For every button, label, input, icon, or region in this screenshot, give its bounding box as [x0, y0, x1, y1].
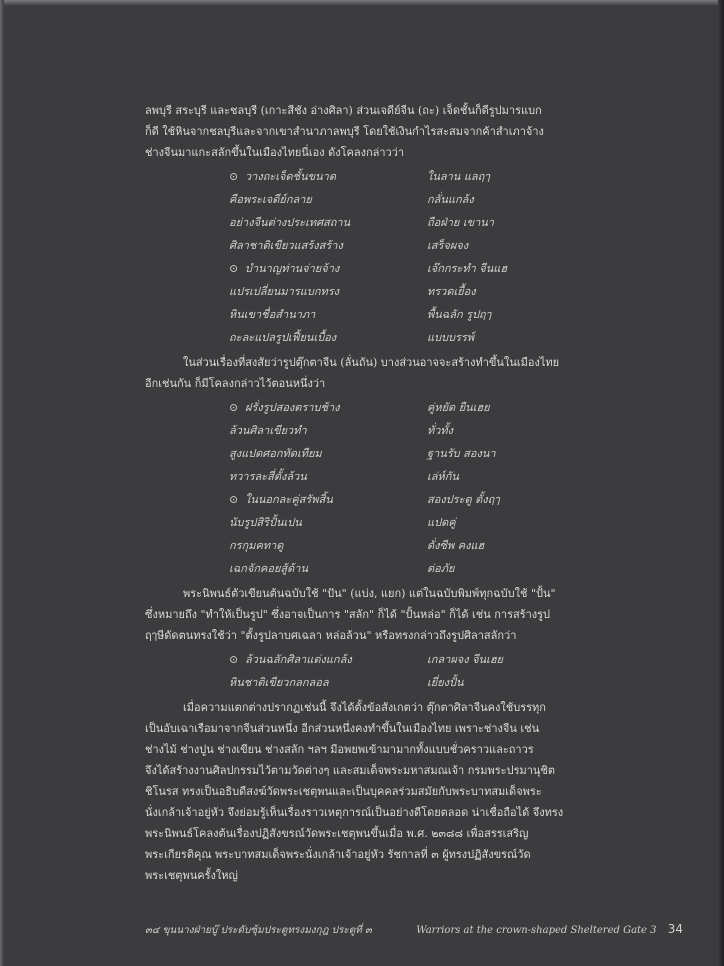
verse-row [145, 302, 575, 325]
verse-row [145, 487, 575, 510]
paragraph-line: พระนิพนธ์โคลงต้นเรื่องปฏิสังขรณ์วัดพระเชตุพนขึ้นเมื่อ พ.ศ. ๒๓๘๘ เพื่อสรรเสริญ [145, 827, 529, 840]
verse-left: ล้วนศิลาเขียวทำ [229, 423, 307, 437]
verse-row [145, 670, 575, 693]
verse-right: สองประตู ตั้งฤๅ [427, 492, 500, 506]
paragraph-line: ฤๅษีดัดตนทรงใช้ว่า "ตั้งรูปลาบศเฉลา หล่อล้วน" หรือทรงกล่าวถึงรูปศิลาสลักว่า [145, 629, 517, 642]
paragraph-line: นั่งเกล้าเจ้าอยู่หัว จึงย่อมรู้เห็นเรื่องราวเหตุการณ์เป็นอย่างดีโดยตลอด น่าเชื่อถือได้ จึงทรง [145, 806, 564, 819]
verse-row [145, 187, 575, 210]
footer-english-caption: Warriors at the crown-shaped Sheltered Gate 3 [416, 925, 657, 936]
verse-row [145, 164, 575, 187]
page-top-edge [0, 0, 724, 6]
verse-right: ในลาน แลฤๅ [427, 169, 490, 183]
verse-block-3 [145, 647, 575, 693]
verse-row [145, 325, 575, 348]
verse-left: สูงแปดศอกทัดเทียม [229, 446, 322, 460]
verse-right: กลั่นแกล้ง [427, 192, 474, 206]
verse-row [145, 441, 575, 464]
verse-row [145, 418, 575, 441]
verse-block-1 [145, 164, 575, 348]
page-right-edge [718, 0, 724, 966]
verse-row [145, 279, 575, 302]
verse-right: แบบบรรพ์ [427, 330, 475, 344]
verse-left: หินเขาชื่อสำนาภา [229, 307, 316, 321]
paragraph-line: ช่างไม้ ช่างปูน ช่างเขียน ช่างสลัก ฯลฯ มีอพยพเข้ามามากทั้งแบบชั่วคราวและถาวร [145, 743, 534, 756]
verse-right: เล่ห์กัน [427, 469, 459, 483]
paragraph-2 [145, 352, 575, 394]
page-number: 34 [667, 922, 683, 936]
bullet-icon: ⊙ [229, 261, 239, 275]
verse-left: บำนาญท่านจ่ายจ้าง [245, 261, 340, 275]
verse-left: กรกุมคทาดู [229, 538, 284, 552]
verse-left: ล้วนฉลักศิลาแต่งแกล้ง [245, 652, 352, 666]
paragraph-line: อีกเช่นกัน ก็มีโคลงกล่าวไว้ตอนหนึ่งว่า [145, 377, 326, 390]
paragraph-line: ลพบุรี สระบุรี และชลบุรี (เกาะสีชัง อ่างศิลา) ส่วนเจดีย์จีน (ถะ) เจ็ดชั้นก็ดีรูปมารแบก [145, 104, 542, 117]
verse-right: ดั่งซีพ คงแฮ [427, 538, 485, 552]
paragraph-line: พระเกียรติคุณ พระบาทสมเด็จพระนั่งเกล้าเจ้าอยู่หัว รัชกาลที่ ๓ ผู้ทรงปฏิสังขรณ์วัด [145, 848, 531, 861]
verse-row [145, 647, 575, 670]
paragraph-line: เมื่อความแตกต่างปรากฏเช่นนี้ จึงได้ตั้งข้อสังเกตว่า ตุ๊กตาศิลาจีนคงใช้บรรทุก [183, 701, 546, 714]
verse-row [145, 510, 575, 533]
verse-left: นับรูปสิริปั้นเปน [229, 515, 302, 529]
verse-row [145, 464, 575, 487]
verse-left: ศิลาชาติเขียวแสร้งสร้าง [229, 238, 343, 252]
verse-right: ต่อภัย [427, 561, 455, 575]
page-footer [145, 922, 683, 938]
verse-left: คือพระเจดีย์กลาย [229, 192, 312, 206]
verse-right: คู่หยัด ยืนเฮย [427, 400, 490, 414]
verse-right: เยี่ยงปั้น [427, 675, 464, 689]
verse-row [145, 210, 575, 233]
verse-left: แปรเปลี่ยนมารแบกทรง [229, 284, 340, 298]
paragraph-3 [145, 583, 575, 646]
verse-row [145, 233, 575, 256]
verse-row [145, 533, 575, 556]
verse-block-2 [145, 395, 575, 579]
verse-left: วางถะเจ็ดชั้นขนาด [245, 169, 336, 183]
paragraph-line: ซึ่งหมายถึง "ทำให้เป็นรูป" ซึ่งอาจเป็นการ "สลัก" ก็ได้ "ปั้นหล่อ" ก็ได้ เช่น การสร้างรูป [145, 608, 551, 621]
page-body [145, 100, 575, 886]
verse-right: ถือฝ่าย เขานา [427, 215, 494, 229]
bullet-icon: ⊙ [229, 652, 239, 666]
verse-right: พื้นฉลัก รูปฤๅ [427, 307, 492, 321]
paragraph-line: พระเชตุพนครั้งใหญ่ [145, 869, 238, 882]
verse-left: อย่างจีนต่างประเทศสถาน [229, 215, 351, 229]
verse-right: เสร็จผจง [427, 238, 469, 252]
paragraph-line: ชิโนรส ทรงเป็นอธิบดีสงฆ์วัดพระเชตุพนและเป็นบุคคลร่วมสมัยกับพระบาทสมเด็จพระ [145, 785, 542, 798]
verse-left: เฉกจักคอยสู้ด้าน [229, 561, 308, 575]
verse-left: หินชาติเขียวกลกลอล [229, 675, 329, 689]
footer-thai-caption: ๓๔ ขุนนางฝ่ายบู๊ ประดับซุ้มประตูทรงมงกุฎ ประตูที่ ๓ [145, 925, 372, 936]
paragraph-line: ช่างจีนมาแกะสลักขึ้นในเมืองไทยนี่เอง ดังโคลงกล่าวว่า [145, 146, 405, 159]
bullet-icon: ⊙ [229, 169, 239, 183]
bullet-icon: ⊙ [229, 492, 239, 506]
paragraph-line: ในส่วนเรื่องที่สงสัยว่ารูปตุ๊กตาจีน (ลั่นถัน) บางส่วนอาจจะสร้างทำขึ้นในเมืองไทย [183, 356, 560, 369]
verse-row [145, 395, 575, 418]
verse-left: ในนอกละคู่สรัพสิ้น [245, 492, 333, 506]
bullet-icon: ⊙ [229, 400, 239, 414]
paragraph-line: จึงได้สร้างงานศิลปกรรมไว้ตามวัดต่างๆ และสมเด็จพระมหาสมณเจ้า กรมพระปรมานุชิต [145, 764, 556, 777]
verse-right: ทั่วทั้ง [427, 423, 454, 437]
verse-left: ถะละแปลรูปเฟี้ยนเบื้อง [229, 330, 337, 344]
verse-right: ฐานรับ สองนา [427, 446, 496, 460]
verse-left: ฝรั่งรูปสองตราบช้าง [245, 400, 340, 414]
verse-right: เจ๊กกระทำ จีนแฮ [427, 261, 508, 275]
verse-right: เกลาผจง จีนเฮย [427, 652, 503, 666]
paragraph-line: พระนิพนธ์ตัวเขียนต้นฉบับใช้ "ปัน" (แบ่ง, แยก) แต่ในฉบับพิมพ์ทุกฉบับใช้ "ปั้น" [183, 587, 556, 600]
verse-row [145, 256, 575, 279]
paragraph-line: ก็ดี ใช้หินจากชลบุรีและจากเขาสำนาภาลพบุรี โดยใช้เงินกำไรสะสมจากค้าสำเภาจ้าง [145, 125, 544, 138]
verse-right: แปดคู่ [427, 515, 456, 529]
verse-left: ทวารละสี่ตั้งล้วน [229, 469, 307, 483]
page-left-edge [0, 0, 4, 966]
verse-row [145, 556, 575, 579]
paragraph-line: เป็นอับเฉาเรือมาจากจีนส่วนหนึ่ง อีกส่วนหนึ่งคงทำขึ้นในเมืองไทย เพราะช่างจีน เช่น [145, 722, 540, 735]
paragraph-1 [145, 100, 575, 163]
paragraph-4 [145, 697, 575, 886]
verse-right: ทรวดเยื้อง [427, 284, 476, 298]
